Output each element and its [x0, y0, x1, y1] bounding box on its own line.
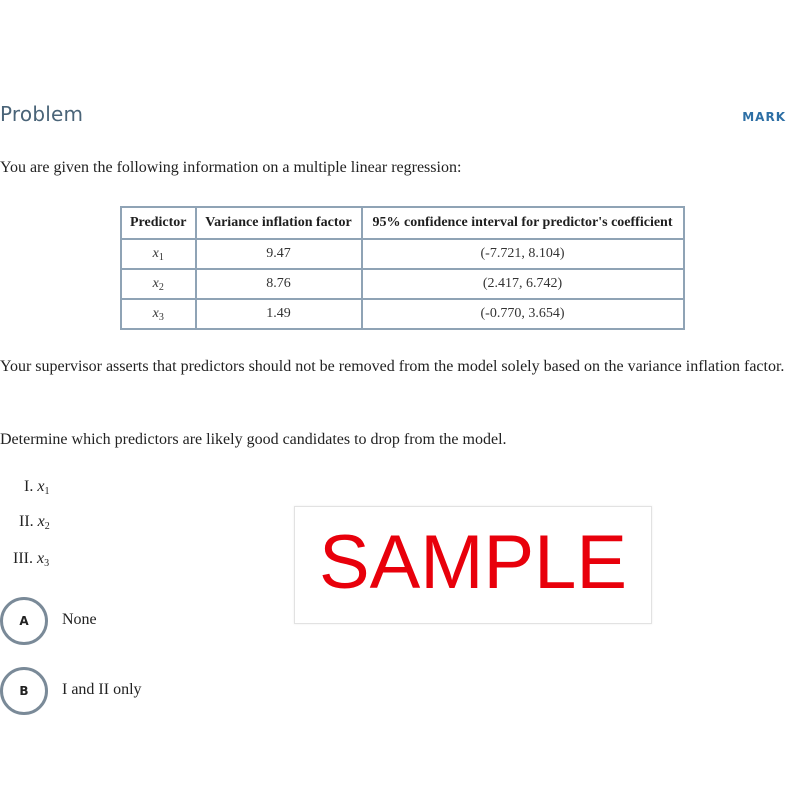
ci-cell: (-7.721, 8.104): [362, 239, 684, 269]
option-b-label[interactable]: I and II only: [62, 681, 142, 698]
statement-item: II. $x_2$: [19, 513, 50, 532]
table-row: [121, 239, 684, 269]
predictor-cell: $x_1$: [121, 239, 196, 269]
watermark-text: SAMPLE: [319, 520, 627, 605]
page-title: Problem: [0, 102, 84, 126]
mark-button[interactable]: MARK: [742, 110, 786, 124]
statement-item: I. $x_1$: [24, 478, 50, 497]
column-header-confidence-interval: 95% confidence interval for predictor's coefficient: [362, 207, 684, 239]
table-header-row: [121, 207, 684, 239]
option-a-radio[interactable]: A: [0, 597, 48, 645]
statement-item: III. $x_3$: [13, 550, 50, 569]
predictor-cell: $x_2$: [121, 269, 196, 299]
ci-cell: (2.417, 6.742): [362, 269, 684, 299]
column-header-predictor: Predictor: [121, 207, 196, 239]
ci-cell: (-0.770, 3.654): [362, 299, 684, 329]
sample-watermark: [294, 506, 652, 624]
question-text: Determine which predictors are likely good candidates to drop from the model.: [0, 431, 507, 448]
table-row: [121, 299, 684, 329]
intro-text: You are given the following information on a multiple linear regression:: [0, 159, 462, 176]
column-header-vif: Variance inflation factor: [196, 207, 362, 239]
option-b-radio[interactable]: B: [0, 667, 48, 715]
assertion-text: Your supervisor asserts that predictors should not be removed from the model solely based on the variance inflation factor.: [0, 358, 785, 375]
vif-cell: 1.49: [196, 299, 362, 329]
table-row: [121, 269, 684, 299]
option-a-label[interactable]: None: [62, 611, 97, 628]
predictor-cell: $x_3$: [121, 299, 196, 329]
vif-cell: 8.76: [196, 269, 362, 299]
vif-cell: 9.47: [196, 239, 362, 269]
regression-table: [120, 206, 685, 330]
